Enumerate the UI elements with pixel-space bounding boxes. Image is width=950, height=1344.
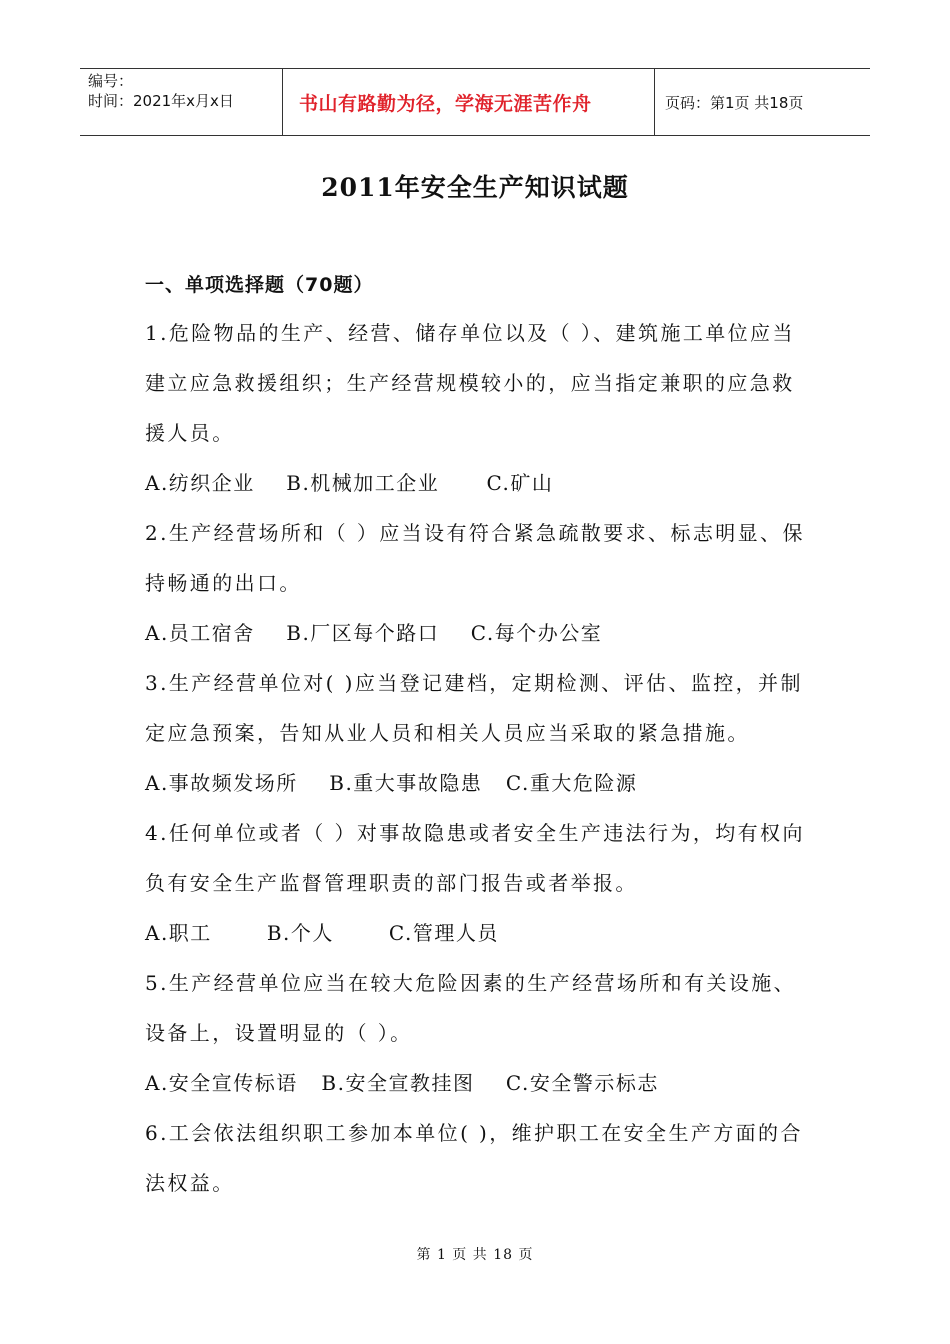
page-info: 页码：第1页 共18页	[665, 93, 804, 112]
header-page-cell	[655, 69, 870, 135]
time-label: 时间：2021年x月x日	[88, 92, 234, 110]
option: B.厂区每个路口	[286, 621, 440, 645]
document-title: 2011年安全生产知识试题	[321, 173, 629, 202]
question-2: 2.生产经营场所和（ ）应当设有符合紧急疏散要求、标志明显、保持畅通的出口。	[145, 521, 805, 595]
page-footer: 第 1 页 共 18 页	[416, 1247, 534, 1263]
question-4-options	[145, 908, 815, 958]
option: B.安全宣教挂图	[321, 1071, 475, 1095]
page-header	[80, 68, 870, 136]
question-2-options	[145, 608, 815, 658]
option: C.管理人员	[388, 921, 499, 945]
question-1: 1.危险物品的生产、经营、储存单位以及（ ）、建筑施工单位应当建立应急救援组织；生产经营规模较小的，应当指定兼职的应急救援人员。	[145, 321, 795, 445]
option: C.矿山	[486, 471, 554, 495]
option: B.重大事故隐患	[329, 771, 483, 795]
option: C.重大危险源	[505, 771, 638, 795]
question-4: 4.任何单位或者（ ）对事故隐患或者安全生产违法行为，均有权向负有安全生产监督管理职责的部门报告或者举报。	[145, 821, 805, 895]
option: A.职工	[145, 921, 212, 945]
option: A.纺织企业	[145, 471, 255, 495]
option: B.个人	[266, 921, 334, 945]
question-5-options	[145, 1058, 815, 1108]
option: A.安全宣传标语	[145, 1071, 298, 1095]
question-3-options	[145, 758, 815, 808]
number-label: 编号：	[88, 72, 134, 90]
motto-text: 书山有路勤为径，学海无涯苦作舟	[299, 92, 592, 115]
section-heading: 一、单项选择题（70题）	[145, 274, 374, 296]
option: A.事故频发场所	[145, 771, 298, 795]
header-motto-cell	[282, 69, 655, 135]
question-1-options	[145, 458, 815, 508]
option: B.机械加工企业	[286, 471, 440, 495]
option: C.每个办公室	[470, 621, 603, 645]
document-body	[145, 262, 815, 1208]
header-meta-cell	[80, 69, 282, 135]
question-5: 5.生产经营单位应当在较大危险因素的生产经营场所和有关设施、设备上，设置明显的（ ）。	[145, 971, 797, 1045]
question-3: 3.生产经营单位对( )应当登记建档，定期检测、评估、监控，并制定应急预案，告知从业人员和相关人员应当采取的紧急措施。	[145, 671, 803, 745]
option: A.员工宿舍	[145, 621, 255, 645]
option: C.安全警示标志	[505, 1071, 659, 1095]
question-6: 6.工会依法组织职工参加本单位( )，维护职工在安全生产方面的合法权益。	[145, 1121, 803, 1195]
